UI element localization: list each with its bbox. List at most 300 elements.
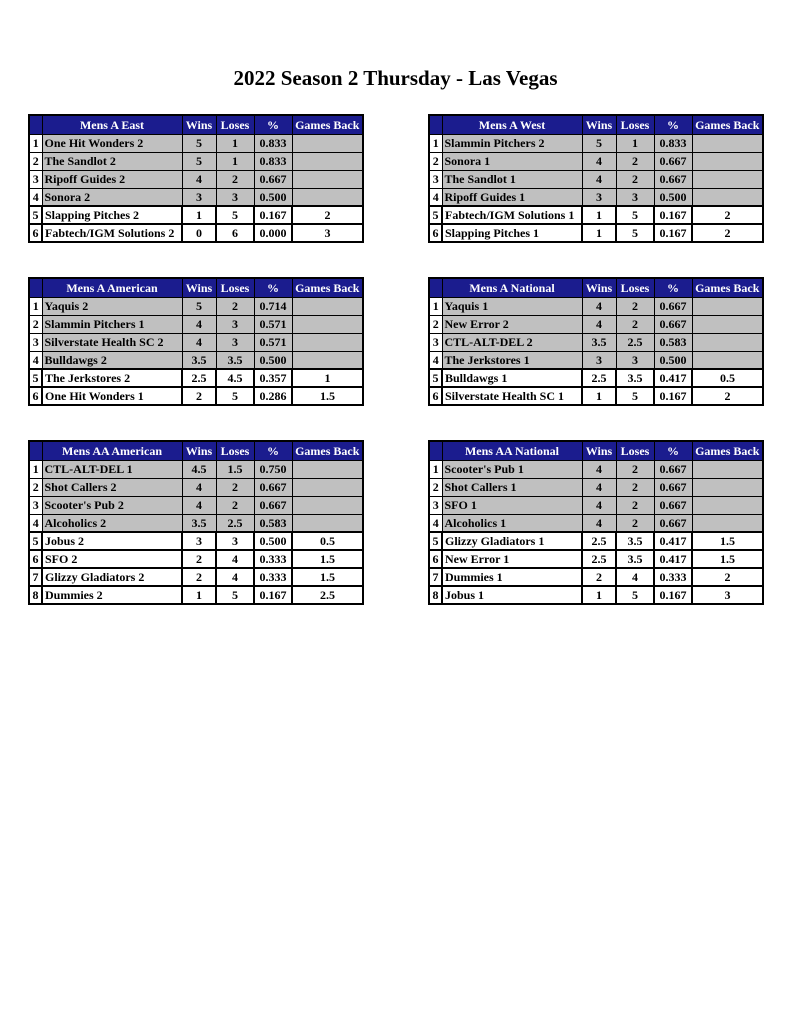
loses-value: 2 [216,297,254,315]
wins-value: 3.5 [582,333,616,351]
games-back-value [292,315,363,333]
table-row [429,315,763,333]
table-row [29,333,363,351]
team-name: Ripoff Guides 2 [42,170,182,188]
table-row [29,369,363,387]
win-pct-value: 0.167 [654,206,692,224]
loses-value: 3.5 [616,532,654,550]
row-rank: 7 [429,568,442,586]
win-pct-value: 0.667 [654,514,692,532]
table-row [429,206,763,224]
loses-value: 6 [216,224,254,242]
header-row [429,441,763,460]
col-header-wins: Wins [582,115,616,134]
win-pct-value: 0.417 [654,532,692,550]
row-rank: 5 [29,532,42,550]
games-back-value [692,478,763,496]
win-pct-value: 0.833 [254,134,292,152]
win-pct-value: 0.583 [654,333,692,351]
wins-value: 3 [182,188,216,206]
col-header-wins: Wins [582,441,616,460]
loses-value: 1 [216,152,254,170]
loses-value: 3 [216,315,254,333]
win-pct-value: 0.500 [654,351,692,369]
games-back-value [692,514,763,532]
games-back-value: 0.5 [292,532,363,550]
wins-value: 2 [582,568,616,586]
wins-value: 2.5 [582,550,616,568]
row-rank: 5 [429,369,442,387]
games-back-value [692,188,763,206]
table-row [29,351,363,369]
loses-value: 1 [216,134,254,152]
loses-value: 2 [616,514,654,532]
row-rank: 4 [429,188,442,206]
loses-value: 4 [616,568,654,586]
games-back-value [692,351,763,369]
wins-value: 4 [582,152,616,170]
standings-table [28,440,364,605]
row-rank: 2 [429,315,442,333]
standings-table-wrapper [28,114,364,243]
row-rank: 6 [29,224,42,242]
win-pct-value: 0.750 [254,460,292,478]
games-back-value: 1 [292,369,363,387]
table-row [429,351,763,369]
win-pct-value: 0.667 [654,170,692,188]
row-rank: 8 [429,586,442,604]
row-rank: 4 [29,188,42,206]
standings-table-wrapper [428,277,764,406]
row-rank: 4 [29,351,42,369]
row-rank: 5 [429,532,442,550]
games-back-value [692,496,763,514]
row-rank: 4 [429,351,442,369]
standings-table-wrapper [428,114,764,243]
table-row [29,134,363,152]
wins-value: 1 [582,206,616,224]
header-row [29,115,363,134]
table-row [29,206,363,224]
row-rank: 2 [29,478,42,496]
win-pct-value: 0.333 [254,550,292,568]
wins-value: 4 [582,315,616,333]
wins-value: 4 [582,460,616,478]
team-name: Alcoholics 2 [42,514,182,532]
division-title: Mens AA American [42,441,182,460]
team-name: Jobus 2 [42,532,182,550]
loses-value: 5 [616,224,654,242]
team-name: One Hit Wonders 2 [42,134,182,152]
team-name: Sonora 1 [442,152,582,170]
row-rank: 3 [29,170,42,188]
rank-column-header [29,441,42,460]
rank-column-header [429,115,442,134]
wins-value: 2.5 [582,369,616,387]
wins-value: 4 [582,478,616,496]
games-back-value [692,460,763,478]
row-rank: 2 [29,315,42,333]
row-rank: 1 [29,460,42,478]
table-row [429,460,763,478]
loses-value: 2.5 [216,514,254,532]
row-rank: 6 [429,550,442,568]
team-name: Shot Callers 1 [442,478,582,496]
table-row [429,369,763,387]
wins-value: 3.5 [182,351,216,369]
team-name: Scooter's Pub 1 [442,460,582,478]
row-rank: 6 [29,387,42,405]
team-name: Silverstate Health SC 1 [442,387,582,405]
win-pct-value: 0.500 [254,351,292,369]
table-row [29,568,363,586]
loses-value: 2 [216,496,254,514]
standings-table [428,277,764,406]
team-name: Yaquis 1 [442,297,582,315]
team-name: Slapping Pitches 1 [442,224,582,242]
row-rank: 6 [29,550,42,568]
loses-value: 2 [216,170,254,188]
row-rank: 6 [429,224,442,242]
table-row [29,478,363,496]
loses-value: 3 [216,333,254,351]
rank-column-header [429,278,442,297]
loses-value: 2 [616,496,654,514]
wins-value: 4 [582,297,616,315]
header-row [429,278,763,297]
team-name: Ripoff Guides 1 [442,188,582,206]
win-pct-value: 0.667 [654,496,692,514]
games-back-value [292,134,363,152]
wins-value: 2 [182,568,216,586]
standings-table [428,440,764,605]
team-name: Jobus 1 [442,586,582,604]
col-header-loses: Loses [216,278,254,297]
loses-value: 3 [216,188,254,206]
win-pct-value: 0.500 [254,188,292,206]
row-rank: 1 [29,297,42,315]
table-row [29,586,363,604]
standings-table [28,277,364,406]
row-rank: 1 [429,297,442,315]
wins-value: 5 [182,152,216,170]
win-pct-value: 0.667 [654,315,692,333]
table-row [29,532,363,550]
games-back-value [292,170,363,188]
table-row [429,134,763,152]
standings-table-wrapper [28,440,364,605]
col-header-games-back: Games Back [292,115,363,134]
header-row [29,278,363,297]
table-row [429,188,763,206]
col-header-games-back: Games Back [692,115,763,134]
win-pct-value: 0.667 [254,478,292,496]
wins-value: 4 [182,170,216,188]
wins-value: 4 [182,333,216,351]
col-header-wins: Wins [182,441,216,460]
loses-value: 5 [616,586,654,604]
win-pct-value: 0.167 [254,206,292,224]
loses-value: 4 [216,568,254,586]
games-back-value: 2 [692,224,763,242]
row-rank: 2 [429,152,442,170]
loses-value: 4 [216,550,254,568]
table-row [29,224,363,242]
col-header-wins: Wins [582,278,616,297]
games-back-value [292,188,363,206]
row-rank: 3 [29,333,42,351]
team-name: Dummies 1 [442,568,582,586]
win-pct-value: 0.833 [654,134,692,152]
games-back-value [292,351,363,369]
loses-value: 2 [616,460,654,478]
row-rank: 3 [429,333,442,351]
win-pct-value: 0.667 [254,170,292,188]
table-row [29,550,363,568]
table-row [429,170,763,188]
wins-value: 4 [182,315,216,333]
row-rank: 5 [429,206,442,224]
col-header-pct: % [254,278,292,297]
table-row [429,496,763,514]
games-back-value [292,496,363,514]
wins-value: 4 [582,514,616,532]
table-row [429,224,763,242]
win-pct-value: 0.667 [654,478,692,496]
win-pct-value: 0.417 [654,369,692,387]
team-name: Silverstate Health SC 2 [42,333,182,351]
wins-value: 3 [582,188,616,206]
table-row [429,514,763,532]
games-back-value [292,460,363,478]
loses-value: 4.5 [216,369,254,387]
games-back-value: 3 [292,224,363,242]
table-row [29,387,363,405]
team-name: CTL-ALT-DEL 2 [442,333,582,351]
win-pct-value: 0.667 [254,496,292,514]
table-row [29,152,363,170]
win-pct-value: 0.286 [254,387,292,405]
loses-value: 2 [616,478,654,496]
row-rank: 2 [429,478,442,496]
col-header-pct: % [654,115,692,134]
games-back-value [292,514,363,532]
win-pct-value: 0.833 [254,152,292,170]
loses-value: 3.5 [216,351,254,369]
division-title: Mens A National [442,278,582,297]
loses-value: 2 [616,315,654,333]
wins-value: 5 [182,297,216,315]
win-pct-value: 0.333 [254,568,292,586]
wins-value: 5 [182,134,216,152]
games-back-value: 2 [692,206,763,224]
row-rank: 4 [429,514,442,532]
row-rank: 1 [429,460,442,478]
loses-value: 3.5 [616,550,654,568]
col-header-games-back: Games Back [692,278,763,297]
wins-value: 1 [582,387,616,405]
header-row [29,441,363,460]
standings-table-wrapper [28,277,364,406]
loses-value: 2.5 [616,333,654,351]
win-pct-value: 0.571 [254,315,292,333]
win-pct-value: 0.571 [254,333,292,351]
row-rank: 2 [29,152,42,170]
win-pct-value: 0.167 [654,387,692,405]
loses-value: 3 [616,351,654,369]
games-back-value: 1.5 [692,550,763,568]
win-pct-value: 0.357 [254,369,292,387]
col-header-loses: Loses [216,441,254,460]
rank-column-header [29,278,42,297]
win-pct-value: 0.500 [654,188,692,206]
loses-value: 5 [616,387,654,405]
team-name: Fabtech/IGM Solutions 2 [42,224,182,242]
table-row [29,170,363,188]
wins-value: 2 [182,550,216,568]
loses-value: 3.5 [616,369,654,387]
table-row [429,568,763,586]
games-back-value: 3 [692,586,763,604]
loses-value: 5 [616,206,654,224]
team-name: The Sandlot 2 [42,152,182,170]
header-row [429,115,763,134]
loses-value: 5 [216,387,254,405]
win-pct-value: 0.714 [254,297,292,315]
row-rank: 4 [29,514,42,532]
win-pct-value: 0.167 [654,224,692,242]
team-name: One Hit Wonders 1 [42,387,182,405]
table-row [29,460,363,478]
table-row [29,188,363,206]
table-row [29,315,363,333]
wins-value: 1 [182,206,216,224]
team-name: The Jerkstores 1 [442,351,582,369]
table-row [429,333,763,351]
team-name: Glizzy Gladiators 2 [42,568,182,586]
division-title: Mens A West [442,115,582,134]
team-name: Dummies 2 [42,586,182,604]
win-pct-value: 0.417 [654,550,692,568]
rank-column-header [29,115,42,134]
table-row [429,532,763,550]
col-header-loses: Loses [216,115,254,134]
team-name: Sonora 2 [42,188,182,206]
table-row [429,152,763,170]
games-back-value: 2 [692,568,763,586]
wins-value: 4 [182,478,216,496]
col-header-games-back: Games Back [292,278,363,297]
wins-value: 0 [182,224,216,242]
loses-value: 2 [216,478,254,496]
table-row [29,496,363,514]
col-header-pct: % [654,278,692,297]
wins-value: 1 [582,224,616,242]
division-title: Mens A East [42,115,182,134]
row-rank: 5 [29,206,42,224]
team-name: Glizzy Gladiators 1 [442,532,582,550]
win-pct-value: 0.000 [254,224,292,242]
loses-value: 1 [616,134,654,152]
loses-value: 3 [216,532,254,550]
games-back-value [692,297,763,315]
row-rank: 1 [29,134,42,152]
team-name: New Error 2 [442,315,582,333]
team-name: CTL-ALT-DEL 1 [42,460,182,478]
games-back-value [692,152,763,170]
win-pct-value: 0.500 [254,532,292,550]
win-pct-value: 0.667 [654,460,692,478]
games-back-value: 2 [692,387,763,405]
win-pct-value: 0.167 [654,586,692,604]
games-back-value [692,134,763,152]
loses-value: 1.5 [216,460,254,478]
team-name: Fabtech/IGM Solutions 1 [442,206,582,224]
wins-value: 1 [582,586,616,604]
wins-value: 2 [182,387,216,405]
wins-value: 3.5 [182,514,216,532]
team-name: Scooter's Pub 2 [42,496,182,514]
table-row [429,297,763,315]
team-name: Alcoholics 1 [442,514,582,532]
row-rank: 3 [29,496,42,514]
win-pct-value: 0.667 [654,152,692,170]
games-back-value: 1.5 [692,532,763,550]
col-header-games-back: Games Back [292,441,363,460]
row-rank: 3 [429,496,442,514]
row-rank: 5 [29,369,42,387]
win-pct-value: 0.583 [254,514,292,532]
team-name: Slammin Pitchers 1 [42,315,182,333]
col-header-loses: Loses [616,441,654,460]
loses-value: 3 [616,188,654,206]
wins-value: 4 [582,496,616,514]
loses-value: 5 [216,586,254,604]
standings-table-wrapper [428,440,764,605]
games-back-value [692,333,763,351]
page-title: 2022 Season 2 Thursday - Las Vegas [233,66,558,90]
rank-column-header [429,441,442,460]
games-back-value: 2.5 [292,586,363,604]
loses-value: 2 [616,170,654,188]
team-name: SFO 1 [442,496,582,514]
wins-value: 3 [182,532,216,550]
games-back-value [292,333,363,351]
wins-value: 1 [182,586,216,604]
win-pct-value: 0.167 [254,586,292,604]
wins-value: 3 [582,351,616,369]
col-header-games-back: Games Back [692,441,763,460]
col-header-wins: Wins [182,278,216,297]
games-back-value: 2 [292,206,363,224]
col-header-pct: % [254,441,292,460]
team-name: Slammin Pitchers 2 [442,134,582,152]
team-name: SFO 2 [42,550,182,568]
wins-value: 4.5 [182,460,216,478]
win-pct-value: 0.667 [654,297,692,315]
col-header-pct: % [254,115,292,134]
standings-table [428,114,764,243]
wins-value: 5 [582,134,616,152]
games-back-value: 0.5 [692,369,763,387]
loses-value: 2 [616,152,654,170]
team-name: Yaquis 2 [42,297,182,315]
row-rank: 8 [29,586,42,604]
team-name: Bulldawgs 1 [442,369,582,387]
table-row [429,586,763,604]
table-row [29,297,363,315]
team-name: Slapping Pitches 2 [42,206,182,224]
